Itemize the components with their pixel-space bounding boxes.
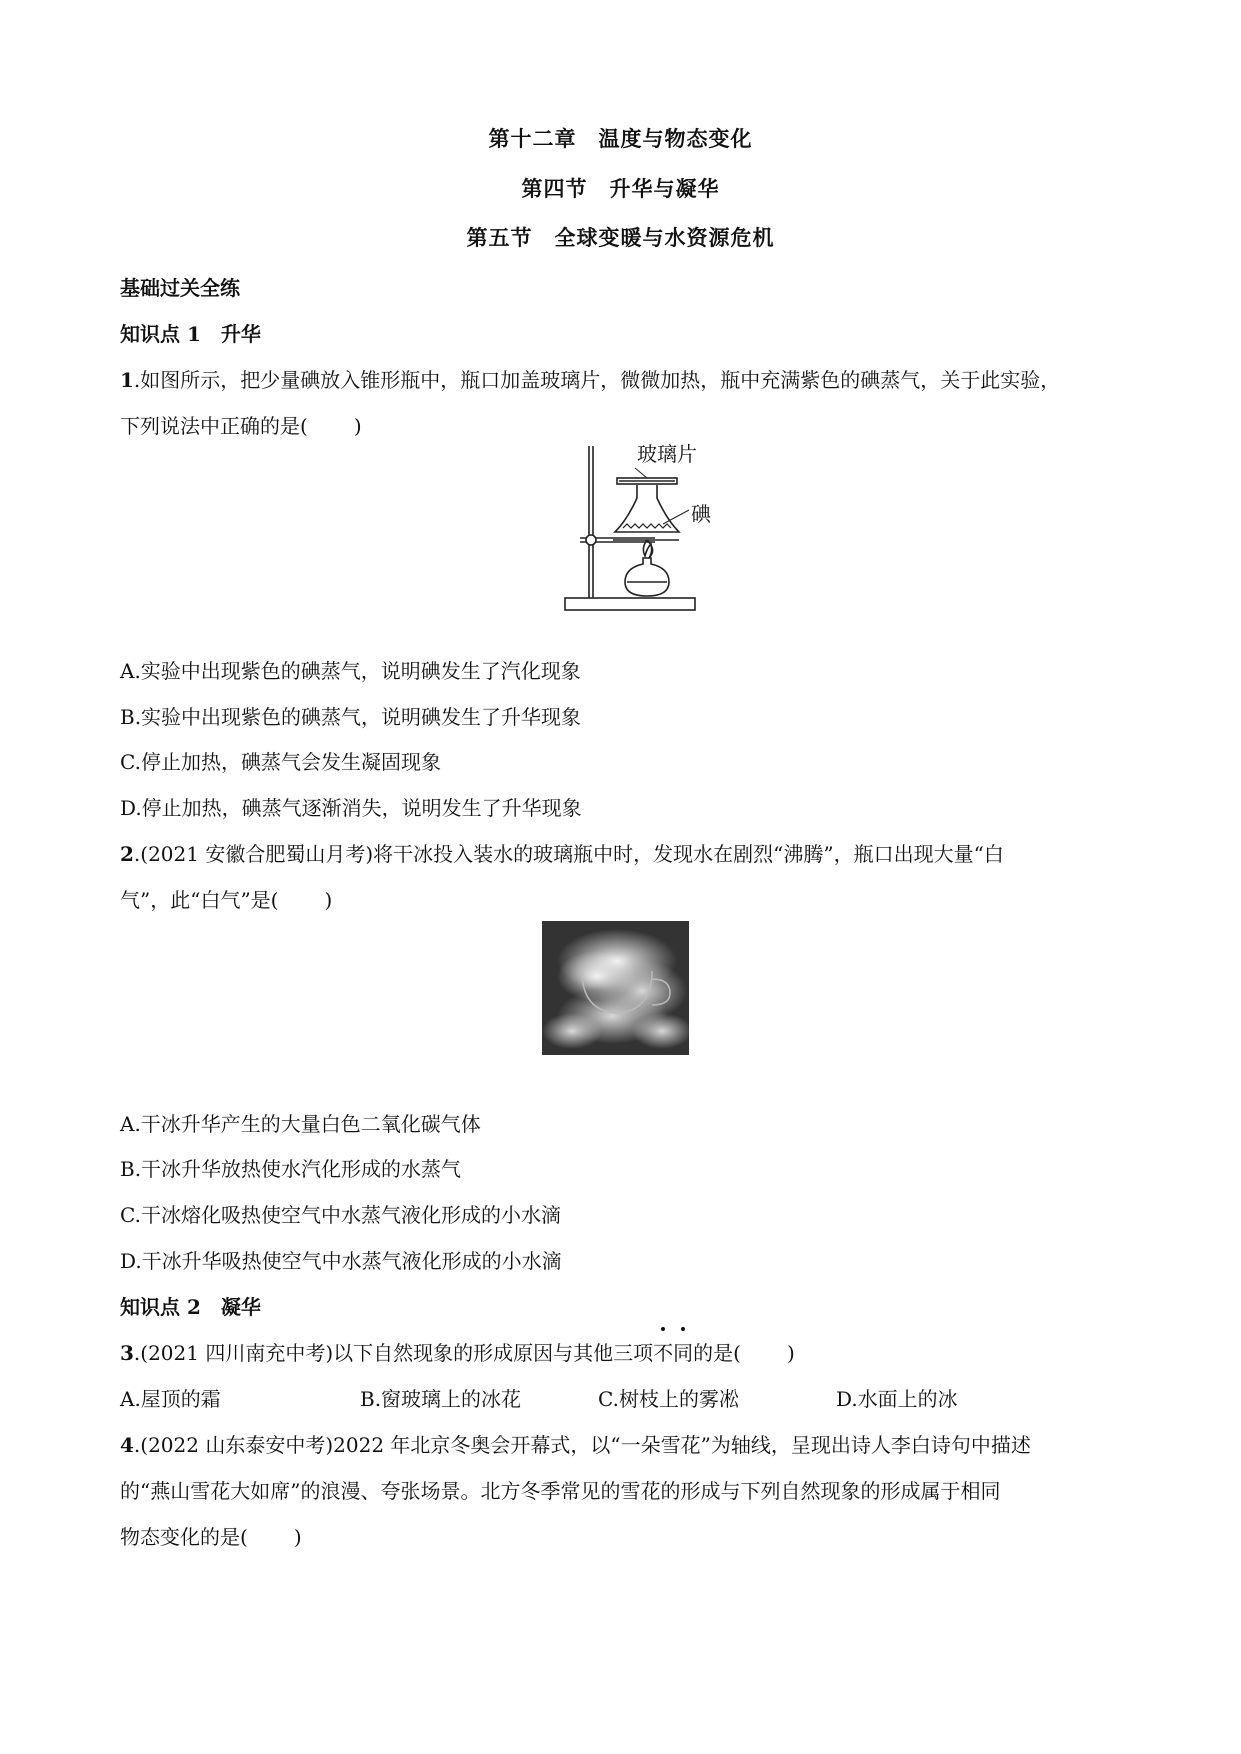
q2-line-2 (120, 884, 332, 913)
q3-text-post: 的是( (693, 1341, 741, 1365)
q2-line-1 (120, 838, 1004, 867)
q2-option-b: B.干冰升华放热使水汽化形成的水蒸气 (120, 1157, 462, 1181)
q2-option-a: A.干冰升华产生的大量白色二氧化碳气体 (120, 1112, 481, 1136)
q1-option-b: B.实验中出现紫色的碘蒸气，说明碘发生了升华现象 (120, 705, 582, 729)
q3-line (120, 1337, 795, 1366)
q2-option-c: C.干冰熔化吸热使空气中水蒸气液化形成的小水滴 (120, 1203, 561, 1227)
q1-option-d: D.停止加热，碘蒸气逐渐消失，说明发生了升华现象 (120, 796, 582, 820)
knowledge-point-1: 知识点 1 升华 (120, 322, 261, 346)
section-5-title: 第五节 全球变暖与水资源危机 (466, 225, 775, 250)
q2-option-d: D.干冰升华吸热使空气中水蒸气液化形成的小水滴 (120, 1249, 562, 1273)
q3-emphasis-2: 同 (673, 1337, 693, 1366)
q1-close-paren: ) (353, 414, 362, 438)
q1-text-1: .如图所示，把少量碘放入锥形瓶中，瓶口加盖玻璃片，微微加热，瓶中充满紫色的碘蒸气，关于此实验， (133, 368, 1061, 392)
q3-option-b: B.窗玻璃上的冰花 (360, 1387, 522, 1411)
q3-number: 3 (120, 1341, 134, 1365)
q3-option-d: D.水面上的冰 (836, 1387, 958, 1411)
glass-plate-label: 玻璃片 (637, 442, 697, 466)
q3-emphasis-1: 不 (653, 1337, 673, 1366)
q1-line-1 (120, 364, 1060, 393)
q1-number: 1 (120, 368, 134, 392)
q3-option-c: C.树枝上的雾凇 (598, 1387, 739, 1411)
q1-text-2: 下列说法中正确的是( (120, 414, 308, 438)
q3-close-paren: ) (786, 1341, 795, 1365)
dry-ice-drawing (542, 921, 689, 1055)
iodine-apparatus-figure (555, 440, 755, 615)
q1-option-a: A.实验中出现紫色的碘蒸气，说明碘发生了汽化现象 (120, 659, 581, 683)
q4-line-1 (120, 1429, 1031, 1458)
practice-title: 基础过关全练 (120, 276, 240, 300)
iodine-label: 碘 (691, 502, 711, 526)
q4-text-1: .(2022 山东泰安中考)2022 年北京冬奥会开幕式，以“一朵雪花”为轴线，呈现出诗人李白诗句中描述 (133, 1433, 1031, 1457)
q1-option-c: C.停止加热，碘蒸气会发生凝固现象 (120, 750, 441, 774)
q1-line-2 (120, 410, 362, 439)
q4-line-3 (120, 1521, 302, 1550)
q4-line-2: 的“燕山雪花大如席”的浪漫、夸张场景。北方冬季常见的雪花的形成与下列自然现象的形成属于相同 (120, 1479, 1001, 1503)
chapter-title: 第十二章 温度与物态变化 (488, 126, 753, 151)
q2-text-2: 气”，此“白气”是( (120, 888, 279, 912)
q3-text: .(2021 四川南充中考)以下自然现象的形成原因与其他三项 (133, 1341, 654, 1365)
q4-number: 4 (120, 1433, 134, 1457)
q4-text-3: 物态变化的是( (120, 1525, 248, 1549)
dry-ice-photo (542, 921, 689, 1055)
knowledge-point-2: 知识点 2 凝华 (120, 1295, 261, 1319)
section-4-title: 第四节 升华与凝华 (521, 176, 720, 201)
q4-close-paren: ) (293, 1525, 302, 1549)
q2-number: 2 (120, 842, 134, 866)
q3-option-a: A.屋顶的霜 (120, 1387, 221, 1411)
q2-text-1: .(2021 安徽合肥蜀山月考)将干冰投入装水的玻璃瓶中时，发现水在剧烈“沸腾”，瓶口出现大量“白 (133, 842, 1004, 866)
q2-close-paren: ) (324, 888, 333, 912)
